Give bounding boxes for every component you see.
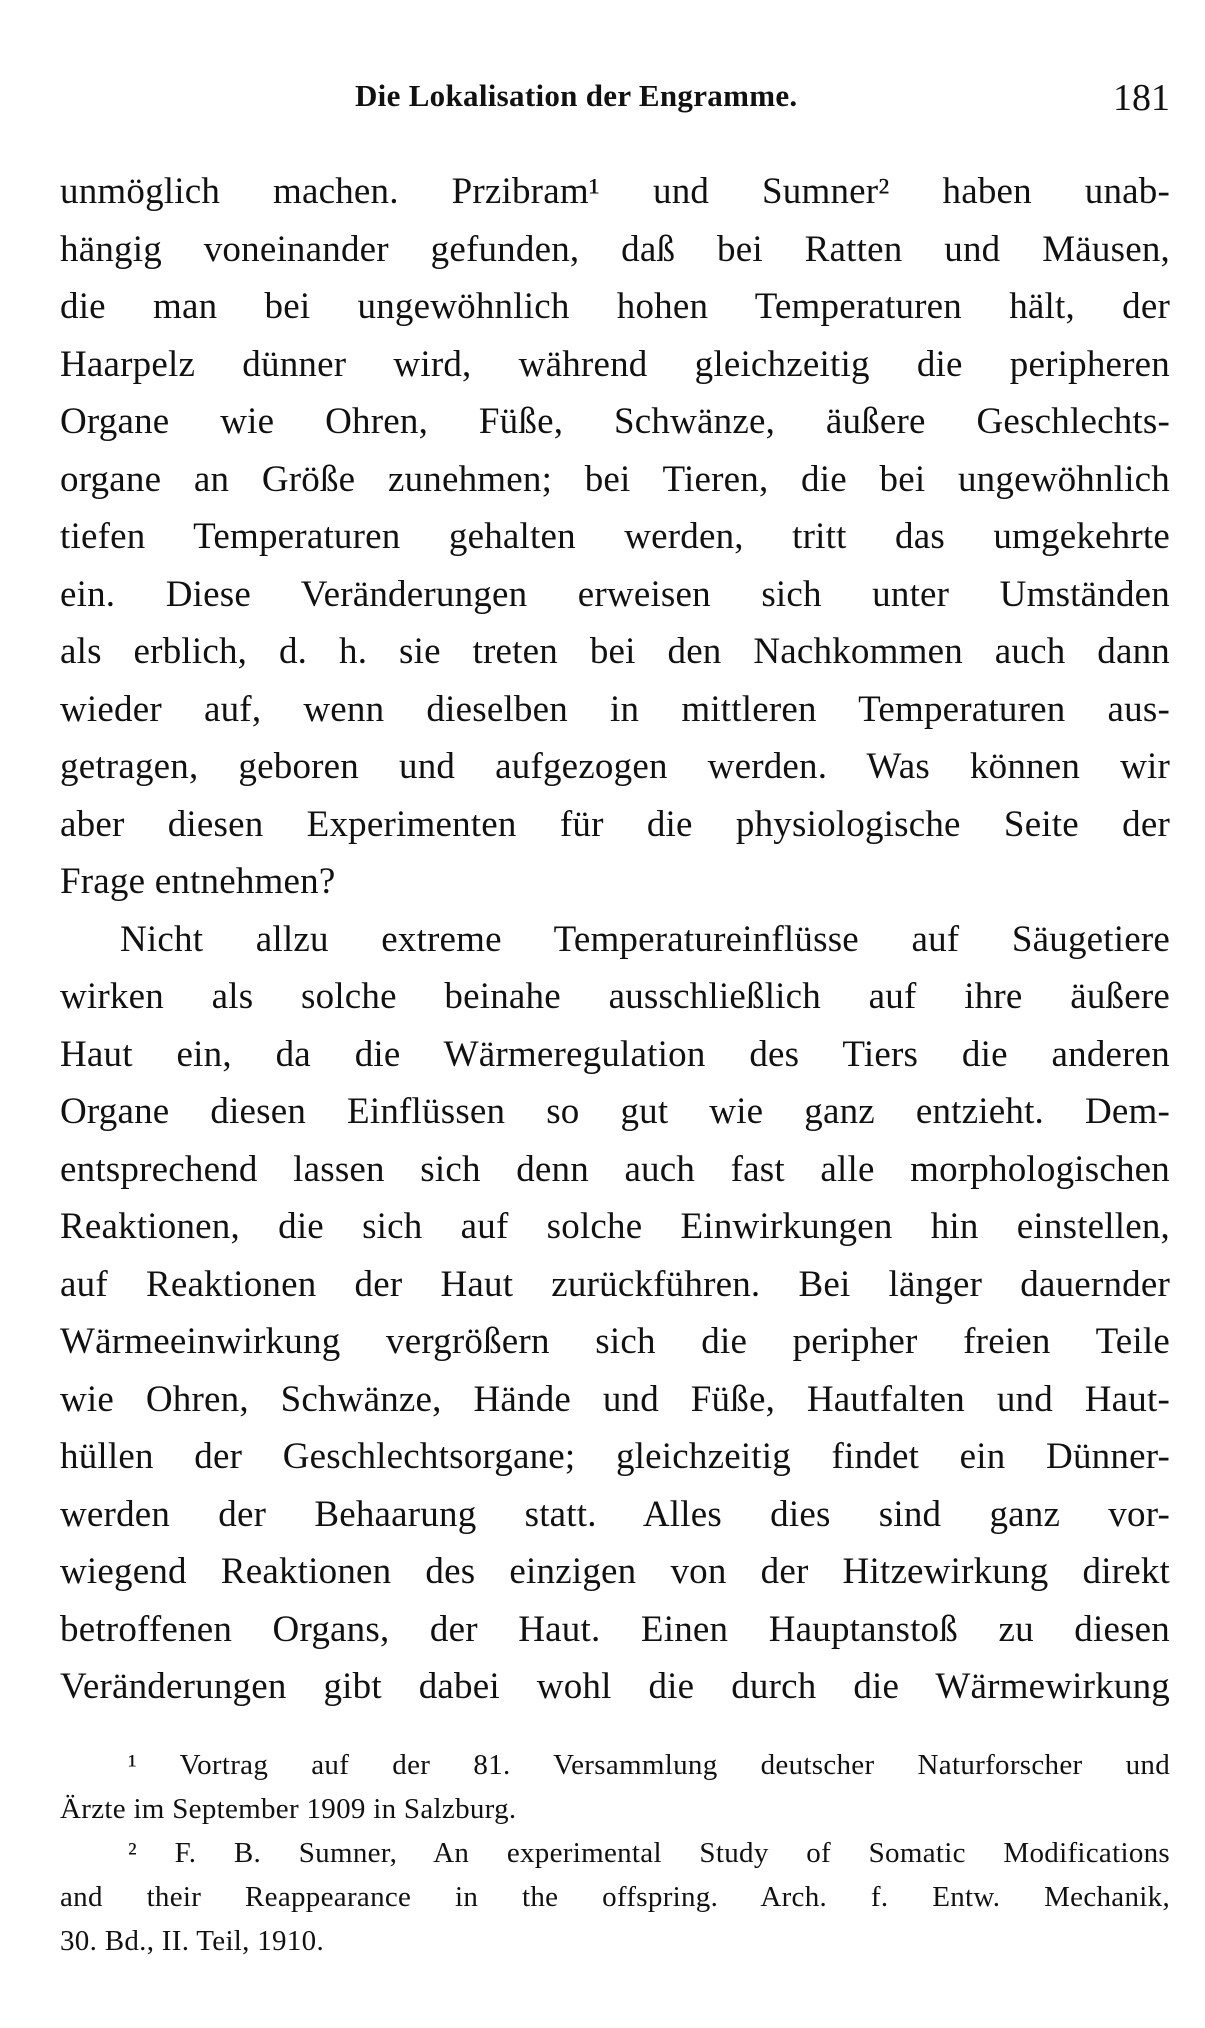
footnote-2-line: and their Reappearance in the offspring. Arch. f. Entw. Mechanik, <box>60 1881 1170 1913</box>
text-line: wieder auf, wenn dieselben in mittleren Temperaturen aus- <box>60 688 1170 730</box>
text-line: hüllen der Geschlechtsorgane; gleichzeitig findet ein Dünner- <box>60 1436 1170 1477</box>
running-title: Die Lokalisation der Engramme. <box>355 78 798 113</box>
text-line: ein. Diese Veränderungen erweisen sich unter Umständen <box>60 573 1170 615</box>
footnote-2-line: ² F. B. Sumner, An experimental Study of Somatic Modifications <box>128 1837 1170 1869</box>
text-line: Organe wie Ohren, Füße, Schwänze, äußere Geschlechts- <box>60 401 1170 442</box>
footnote-2-line: 30. Bd., II. Teil, 1910. <box>60 1925 325 1957</box>
footnotes <box>60 1743 1170 1963</box>
page-number: 181 <box>1113 77 1170 119</box>
text-line: aber diesen Experimenten für die physiologische Seite der <box>60 803 1170 845</box>
text-line: entsprechend lassen sich denn auch fast alle morphologischen <box>60 1148 1170 1190</box>
text-line: wirken als solche beinahe ausschließlich auf ihre äußere <box>60 976 1170 1017</box>
text-line: Veränderungen gibt dabei wohl die durch die Wärmewirkung <box>60 1666 1170 1707</box>
text-line: tiefen Temperaturen gehalten werden, tritt das umgekehrte <box>60 516 1170 557</box>
text-line: unmöglich machen. Przibram¹ und Sumner² haben unab- <box>60 171 1170 212</box>
text-line: hängig voneinander gefunden, daß bei Ratten und Mäusen, <box>60 228 1170 270</box>
text-line: betroffenen Organs, der Haut. Einen Hauptanstoß zu diesen <box>60 1608 1170 1650</box>
text-line: Wärmeeinwirkung vergrößern sich die peripher freien Teile <box>60 1321 1170 1362</box>
paragraph-end-line: Frage entnehmen? <box>60 861 336 902</box>
text-line: Reaktionen, die sich auf solche Einwirkungen hin einstellen, <box>60 1206 1170 1247</box>
footnote-1-line: ¹ Vortrag auf der 81. Versammlung deutscher Naturforscher und <box>128 1749 1170 1781</box>
book-page <box>60 0 1170 2028</box>
text-line: organe an Größe zunehmen; bei Tieren, die bei ungewöhnlich <box>60 458 1170 500</box>
text-line: als erblich, d. h. sie treten bei den Nachkommen auch dann <box>60 631 1170 672</box>
text-line: Haarpelz dünner wird, während gleichzeitig die peripheren <box>60 343 1170 385</box>
text-line: wiegend Reaktionen des einzigen von der Hitzewirkung direkt <box>60 1551 1170 1592</box>
text-line: die man bei ungewöhnlich hohen Temperaturen hält, der <box>60 286 1170 327</box>
paragraph-start-line: Nicht allzu extreme Temperatureinflüsse auf Säugetiere <box>120 918 1170 960</box>
text-line: auf Reaktionen der Haut zurückführen. Bei länger dauernder <box>60 1263 1170 1305</box>
text-line: Haut ein, da die Wärmeregulation des Tiers die anderen <box>60 1033 1170 1075</box>
body-text <box>60 163 1170 1716</box>
text-line: getragen, geboren und aufgezogen werden. Was können wir <box>60 746 1170 787</box>
text-line: wie Ohren, Schwänze, Hände und Füße, Hautfalten und Haut- <box>60 1378 1170 1420</box>
text-line: Organe diesen Einflüssen so gut wie ganz entzieht. Dem- <box>60 1091 1170 1132</box>
footnote-1-line: Ärzte im September 1909 in Salzburg. <box>60 1793 517 1825</box>
text-line: werden der Behaarung statt. Alles dies sind ganz vor- <box>60 1493 1170 1535</box>
running-head <box>60 78 1170 138</box>
